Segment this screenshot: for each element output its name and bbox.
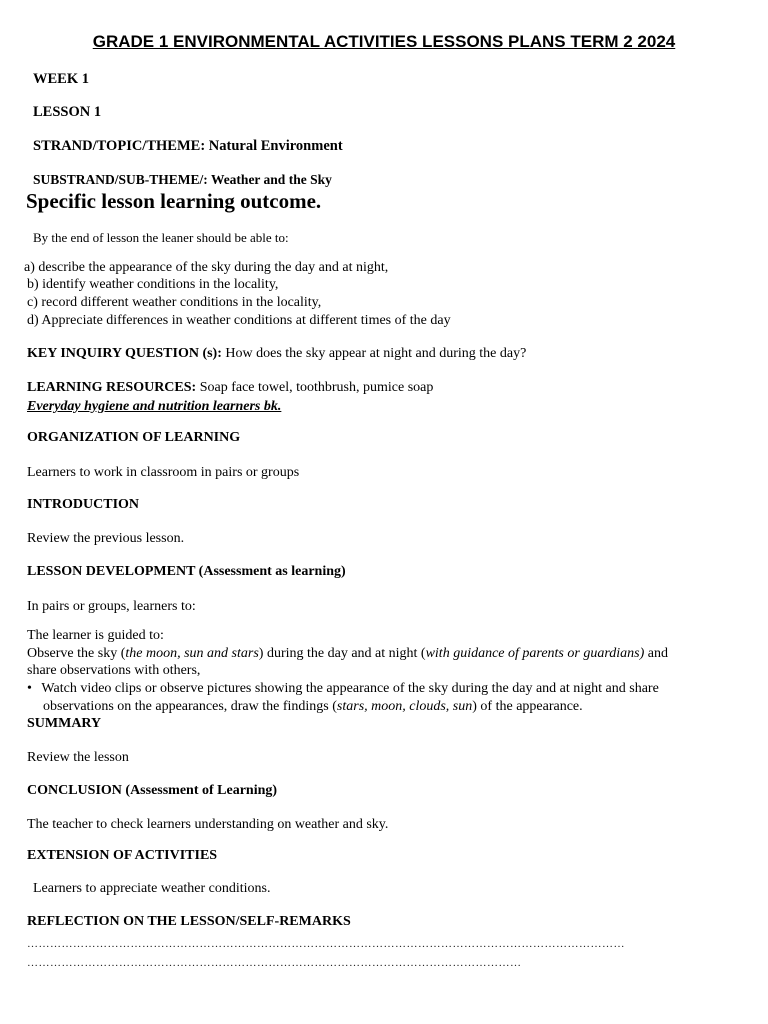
organization-text: Learners to work in classroom in pairs or groups [27, 465, 300, 480]
outcome-heading: Specific lesson learning outcome. [26, 189, 322, 213]
summary-heading: SUMMARY [27, 716, 102, 731]
bullet-symbol: • [27, 681, 32, 696]
bullet-text-2: ) of the appearance. [472, 699, 583, 714]
substrand-label: SUBSTRAND/SUB-THEME/: [33, 172, 208, 187]
bullet-text-1: observations on the appearances, draw the findings ( [43, 699, 337, 714]
guided-text: The learner is guided to: [27, 628, 164, 643]
conclusion-text: The teacher to check learners understanding on weather and sky. [27, 817, 389, 832]
bullet-line-1: Watch video clips or observe pictures showing the appearance of the sky during the day and at night and share [41, 681, 659, 696]
document-title: GRADE 1 ENVIRONMENTAL ACTIVITIES LESSONS PLANS TERM 2 2024 [92, 32, 676, 51]
substrand-value: Weather and the Sky [210, 172, 332, 187]
substrand-line [33, 172, 332, 188]
introduction-heading: INTRODUCTION [27, 497, 140, 512]
bullet-item [27, 681, 659, 697]
resources-label: LEARNING RESOURCES: [27, 380, 197, 395]
summary-text: Review the lesson [27, 750, 129, 765]
outcome-item-d: d) Appreciate differences in weather conditions at different times of the day [27, 313, 451, 328]
observe-text-1: Observe the sky ( [27, 646, 126, 661]
observe-text-3: and [644, 646, 668, 661]
development-heading: LESSON DEVELOPMENT (Assessment as learning) [27, 564, 346, 579]
lesson-label: LESSON 1 [33, 104, 102, 120]
outcome-item-b: b) identify weather conditions in the locality, [27, 277, 279, 292]
resources-line [27, 380, 433, 396]
observe-italic-1: the moon, sun and stars [125, 646, 259, 661]
observe-text-2: ) during the day and at night ( [258, 646, 426, 661]
outcome-item-a: a) describe the appearance of the sky during the day and at night, [24, 260, 389, 275]
organization-heading: ORGANIZATION OF LEARNING [27, 430, 241, 445]
bullet-line-2 [43, 699, 583, 715]
strand-line [33, 138, 343, 155]
conclusion-heading: CONCLUSION (Assessment of Learning) [27, 783, 278, 798]
bullet-italic-1: stars, moon, clouds, sun [336, 699, 473, 714]
outcome-item-c: c) record different weather conditions in the locality, [27, 295, 322, 310]
observe-line-2: share observations with others, [27, 663, 201, 678]
extension-heading: EXTENSION OF ACTIVITIES [27, 848, 218, 863]
development-intro: In pairs or groups, learners to: [27, 599, 196, 614]
outcome-intro: By the end of lesson the leaner should be able to: [33, 230, 289, 245]
key-inquiry-label: KEY INQUIRY QUESTION (s): [27, 346, 222, 361]
extension-text: Learners to appreciate weather conditions. [33, 881, 271, 896]
observe-italic-2: with guidance of parents or guardians) [425, 646, 645, 661]
strand-value: Natural Environment [208, 138, 343, 154]
week-label: WEEK 1 [33, 71, 89, 87]
key-inquiry-line [27, 346, 526, 362]
strand-label: STRAND/TOPIC/THEME: [33, 138, 206, 154]
resources-book: Everyday hygiene and nutrition learners bk. [27, 399, 282, 414]
reflection-heading: REFLECTION ON THE LESSON/SELF-REMARKS [27, 914, 351, 929]
reflection-dots-2: ………………………………………………………………………………………………………………… [27, 957, 522, 969]
observe-line [27, 646, 668, 662]
reflection-dots-1: ………………………………………………………………………………………………………………………………………… [27, 938, 625, 950]
resources-value: Soap face towel, toothbrush, pumice soap [199, 380, 434, 395]
introduction-text: Review the previous lesson. [27, 531, 185, 546]
key-inquiry-value: How does the sky appear at night and during the day? [225, 346, 527, 361]
